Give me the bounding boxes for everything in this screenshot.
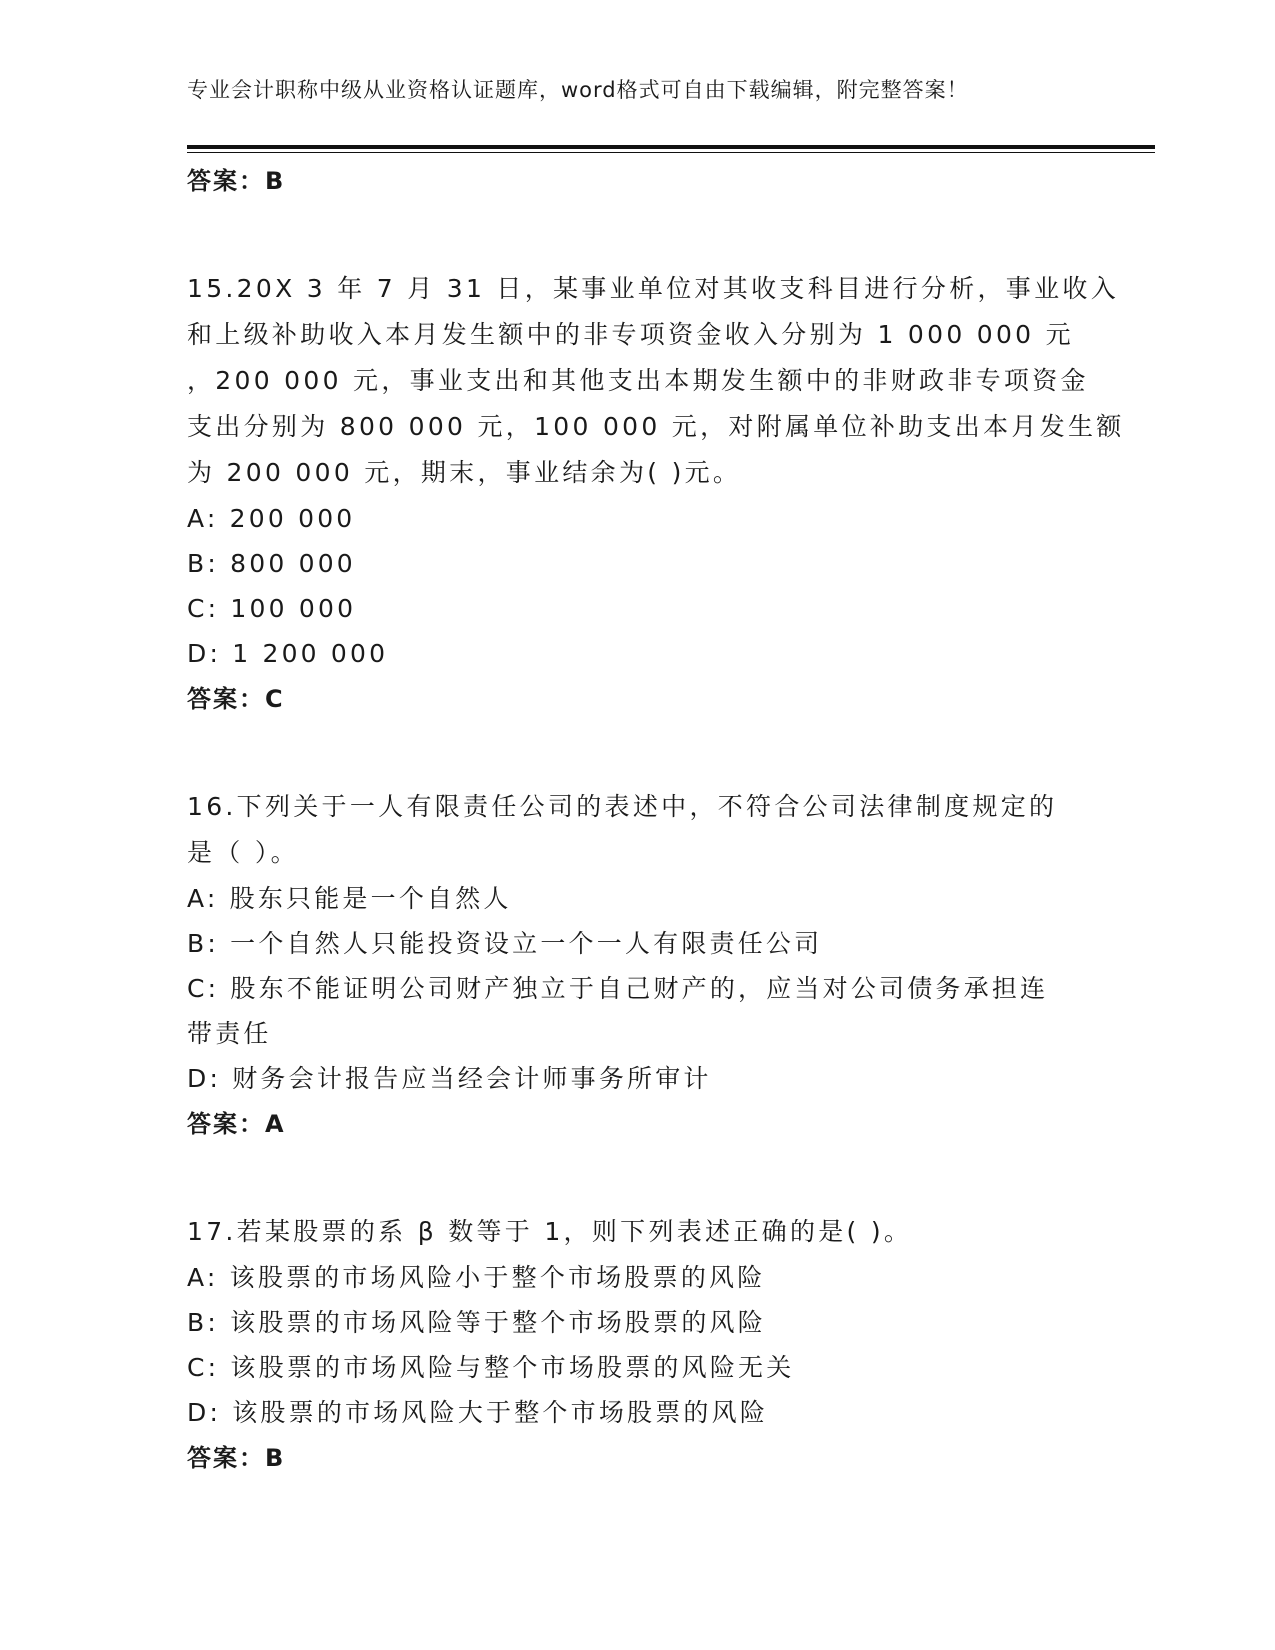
option-text: B: 一个自然人只能投资设立一个一人有限责任公司 [187,929,823,958]
question-stem-line: 支出分别为 800 000 元，100 000 元，对附属单位补助支出本月发生额 [187,412,1125,441]
question-stem-line: ，200 000 元，事业支出和其他支出本期发生额中的非财政非专项资金 [187,366,1089,395]
header-divider-thin [187,152,1155,153]
question-stem [187,784,1087,876]
option-text-continued: 带责任 [187,1019,272,1048]
answer-label: 答案：B [187,1444,286,1472]
option-text: B: 该股票的市场风险等于整个市场股票的风险 [187,1308,766,1337]
option-c [187,966,1087,1056]
option-text: A: 200 000 [187,504,356,533]
answer-label: 答案：A [187,1110,286,1138]
question-stem-line: 是（ ）。 [187,838,299,867]
question-17 [187,1209,1087,1481]
question-stem-line: 17.若某股票的系 β 数等于 1，则下列表述正确的是( )。 [187,1217,913,1246]
option-d [187,1390,1087,1435]
option-d [187,1056,1087,1101]
option-a [187,1255,1087,1300]
option-text: D: 1 200 000 [187,639,389,668]
option-a [187,876,1087,921]
question-stem-line: 15.20X 3 年 7 月 31 日，某事业单位对其收支科目进行分析，事业收入 [187,274,1120,303]
option-d [187,631,1087,676]
question-stem-line: 和上级补助收入本月发生额中的非专项资金收入分别为 1 000 000 元 [187,320,1074,349]
option-b [187,1300,1087,1345]
page-header: 专业会计职称中级从业资格认证题库，word格式可自由下载编辑，附完整答案！ [187,78,969,102]
option-text: A: 股东只能是一个自然人 [187,884,512,913]
header-divider [187,145,1155,149]
question-stem-line: 16.下列关于一人有限责任公司的表述中，不符合公司法律制度规定的 [187,792,1058,821]
question-stem-line: 为 200 000 元，期末，事业结余为( )元。 [187,458,742,487]
answer-label: 答案：C [187,685,285,713]
option-text: B: 800 000 [187,549,356,578]
document-body [187,158,1125,1481]
question-stem [187,1209,1087,1255]
question-15 [187,266,1125,722]
option-c [187,586,1087,631]
question-stem [187,266,1125,496]
option-text: D: 该股票的市场风险大于整个市场股票的风险 [187,1398,769,1427]
option-b [187,541,1087,586]
option-text: C: 股东不能证明公司财产独立于自己财产的，应当对公司债务承担连 [187,974,1049,1003]
option-c [187,1345,1087,1390]
option-text: A: 该股票的市场风险小于整个市场股票的风险 [187,1263,766,1292]
option-text: D: 财务会计报告应当经会计师事务所审计 [187,1064,712,1093]
option-text: C: 该股票的市场风险与整个市场股票的风险无关 [187,1353,795,1382]
option-a [187,496,1087,541]
option-b [187,921,1087,966]
question-16 [187,784,1087,1147]
previous-answer: 答案：B [187,167,286,195]
option-text: C: 100 000 [187,594,357,623]
